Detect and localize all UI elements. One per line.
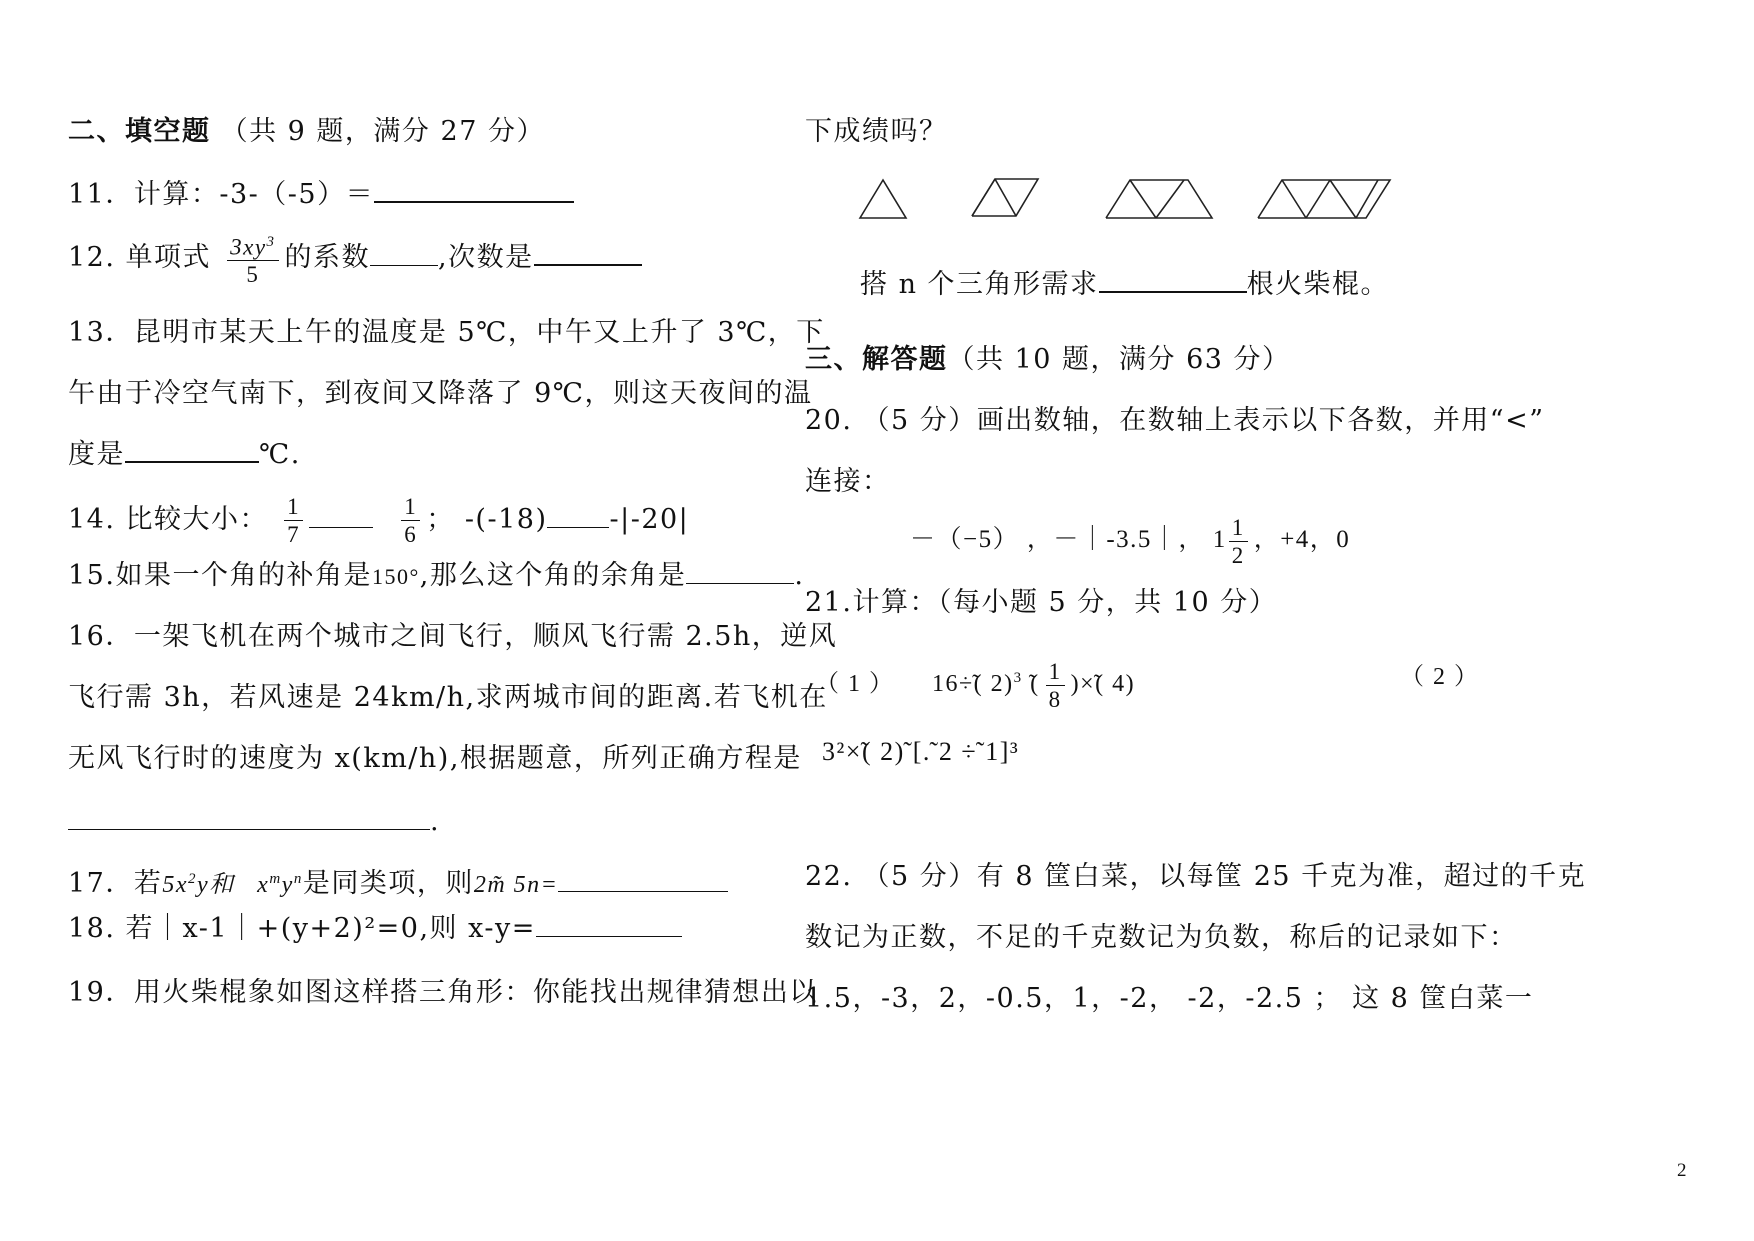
- section-2-title: 二、填空题: [68, 116, 211, 147]
- section-3-title: 三、解答题: [805, 344, 948, 375]
- question-13-line-1: 13．昆明市某天上午的温度是 5℃，中午又上升了 3℃，下: [68, 317, 825, 348]
- answer-blank[interactable]: [686, 559, 794, 584]
- answer-blank[interactable]: [534, 240, 642, 266]
- triangle-1: [860, 180, 906, 218]
- question-20-line-2: 连接：: [805, 466, 891, 497]
- question-12-label: 12. 单项式: [68, 242, 212, 273]
- page-number: 2: [1677, 1160, 1687, 1181]
- question-19: 19．用火柴棍象如图这样搭三角形：你能找出规律猜想出以: [68, 977, 818, 1008]
- fraction-one-sixth: $\frac{1}{6}$: [401, 493, 420, 548]
- question-18: 18. 若｜x-1｜+(y+2)²=0,则 x-y=: [68, 912, 682, 946]
- question-17: 17．若$5x^2y$和 $x^my^n$是同类项，则2m̃ 5n=: [68, 862, 728, 902]
- question-21-part-2-expression: 3²×̃( 2)̃ [.̃ 2 ÷̃ 1]³: [822, 737, 1020, 766]
- question-16-line-2: 飞行需 3h，若风速是 24km/h,求两城市间的距离.若飞机在: [68, 682, 828, 713]
- section-2-heading: [68, 115, 545, 149]
- monomial-fraction: $\frac{3xy^3}{5}$: [227, 229, 278, 289]
- answer-blank[interactable]: [370, 241, 438, 266]
- answer-blank[interactable]: [558, 867, 728, 892]
- question-21-part-1: （ 1 ） 16÷̃( 2)$^3$ ̃( $\frac{1}{8}$ )×̃( 4): [815, 658, 1136, 712]
- triangle-group-3: [1106, 180, 1212, 218]
- triangle-group-2: [972, 179, 1038, 216]
- question-22-line-1: 22. （5 分）有 8 筐白菜，以每筐 25 千克为准，超过的千克: [805, 861, 1587, 892]
- mixed-fraction: $\frac{1}{2}$: [1229, 514, 1248, 569]
- answer-blank[interactable]: [309, 503, 373, 528]
- question-15: 15.如果一个角的补角是150°,那么这个角的余角是 .: [68, 560, 805, 591]
- question-19-answer: 搭 n 个三角形需求 根火柴棍。: [860, 269, 1390, 300]
- matchstick-triangles: [850, 170, 1410, 230]
- question-16-line-1: 16．一架飞机在两个城市之间飞行，顺风飞行需 2.5h，逆风: [68, 621, 838, 652]
- answer-blank[interactable]: [374, 177, 574, 203]
- question-19-continued: 下成绩吗？: [805, 116, 948, 147]
- section-2-info: （共 9 题，满分 27 分）: [220, 116, 545, 147]
- question-12: 12. 单项式 $\frac{3xy^3}{5}$ 的系数 ,次数是: [68, 228, 642, 288]
- answer-blank[interactable]: [536, 912, 682, 937]
- section-3-heading: [805, 343, 1291, 377]
- question-21-part-2-label: （ 2 ）: [1400, 664, 1480, 690]
- question-13-line-3: 度是 ℃.: [68, 439, 301, 470]
- question-14: 14. 比较大小： $\frac{1}{7}$ $\frac{1}{6}$ ； -(-18) -|-20|: [68, 494, 690, 547]
- fraction-one-seventh: $\frac{1}{7}$: [284, 493, 303, 548]
- question-20-line-1: 20. （5 分）画出数轴，在数轴上表示以下各数，并用“<”: [805, 405, 1545, 436]
- question-22-line-2: 数记为正数，不足的千克数记为负数，称后的记录如下：: [805, 922, 1518, 953]
- question-20-numbers: －（−5） ，－｜-3.5｜， 1 $\frac{1}{2}$ ，+4，0: [910, 514, 1351, 568]
- question-13-line-2: 午由于冷空气南下，到夜间又降落了 9℃，则这天夜间的温: [68, 378, 813, 409]
- answer-blank[interactable]: [125, 437, 259, 463]
- answer-blank[interactable]: [547, 503, 609, 528]
- question-11: [68, 177, 574, 212]
- question-21-heading: 21.计算：（每小题 5 分，共 10 分）: [805, 587, 1278, 618]
- question-16-line-3: 无风飞行时的速度为 x(km/h),根据题意，所列正确方程是: [68, 743, 802, 774]
- question-22-line-3: 1.5，-3，2，-0.5，1，-2， -2，-2.5 ； 这 8 筐白菜一: [805, 983, 1534, 1014]
- question-16-answer-line: .: [68, 805, 440, 839]
- triangle-group-4: [1258, 180, 1390, 218]
- answer-blank[interactable]: [68, 805, 430, 830]
- question-11-text: 11．计算：-3-（-5）＝: [68, 179, 375, 210]
- fraction-one-eighth: $\frac{1}{8}$: [1046, 658, 1065, 713]
- answer-blank[interactable]: [1099, 267, 1247, 293]
- section-3-info: （共 10 题，满分 63 分）: [947, 344, 1291, 375]
